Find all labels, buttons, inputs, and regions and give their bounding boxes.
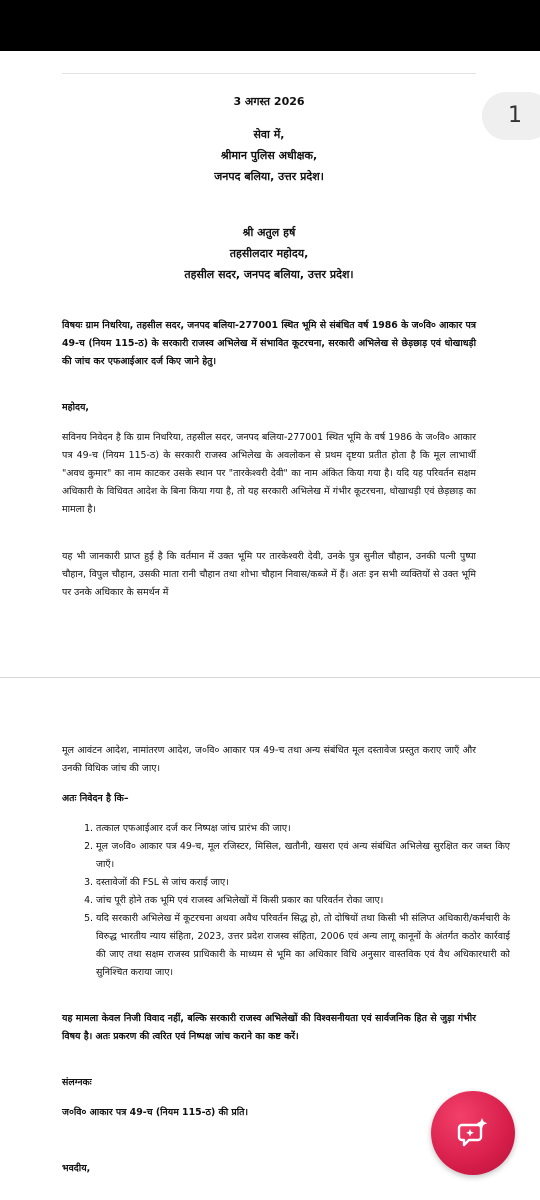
addressee-line-2: श्रीमान पुलिस अधीक्षक,	[220, 149, 318, 162]
closing-paragraph: यह मामला केवल निजी विवाद नहीं, बल्कि सरकारी राजस्व अभिलेखों की विश्वसनीयता एवं सार्वजनिक हित से जुड़ा गंभीर विषय है। अतः प्रकरण की त्वरित एवं निष्पक्ष जांच कराने का कष्ट करें।	[62, 1013, 476, 1042]
addressee-line-3: जनपद बलिया, उत्तर प्रदेश।	[214, 170, 324, 183]
ai-sparkle-chat-icon	[455, 1115, 491, 1151]
sender-line-1: श्री अतुल हर्ष	[242, 226, 296, 239]
request-list	[62, 820, 510, 982]
page-number-badge: 1	[482, 92, 540, 140]
list-item: 1. तत्काल एफआईआर दर्ज कर निष्पक्ष जांच प्रारंभ की जाए।	[96, 820, 510, 838]
sender-line-3: तहसील सदर, जनपद बलिया, उत्तर प्रदेश।	[184, 268, 354, 281]
document-page-1	[0, 51, 540, 677]
body-paragraph-3: मूल आवंटन आदेश, नामांतरण आदेश, ज०वि० आकार पत्र 49-च तथा अन्य संबंधित मूल दस्तावेज प्रस्तुत कराए जाएँ और उनकी विधिक जांच की जाए।	[62, 745, 476, 774]
enclosure-label: संलग्नकः	[62, 1077, 92, 1088]
letter-salutation: महोदय,	[62, 402, 89, 413]
addressee-line-1: सेवा में,	[253, 128, 285, 141]
request-heading: अतः निवेदन है कि–	[62, 793, 129, 804]
body-paragraph-2: यह भी जानकारी प्राप्त हुई है कि वर्तमान में उक्त भूमि पर तारकेश्वरी देवी, उनके पुत्र सुनील चौहान, उनकी पत्नी पुष्पा चौहान, विपुल चौहान, उसकी माता रानी चौहान तथा शोभा चौहान निवास/कब्जे में हैं। अतः इन सभी व्यक्तियों से उक्त भूमि पर उनके अधिकार के समर्थन में	[62, 551, 476, 598]
list-item: 2. मूल ज०वि० आकार पत्र 49-च, मूल रजिस्टर, मिसिल, खतौनी, खसरा एवं अन्य संबंधित अभिलेख सुरक्षित कर जब्त किए जाएँ।	[96, 838, 510, 874]
status-bar	[0, 0, 540, 51]
letter-subject: विषयः ग्राम निधरिया, तहसील सदर, जनपद बलिया-277001 स्थित भूमि से संबंधित वर्ष 1986 के ज०वि० आकार पत्र 49-च (नियम 115-ठ) के सरकारी राजस्व अभिलेख में संभावित कूटरचना, सरकारी अभिलेख से छेड़छाड़ एवं धोखाधड़ी की जांच कर एफआईआर दर्ज किए जाने हेतु।	[62, 320, 476, 367]
list-item: 4. जांच पूरी होने तक भूमि एवं राजस्व अभिलेखों में किसी प्रकार का परिवर्तन रोका जाए।	[96, 892, 510, 910]
ai-assistant-button[interactable]	[431, 1091, 515, 1175]
list-item: 5. यदि सरकारी अभिलेख में कूटरचना अथवा अवैध परिवर्तन सिद्ध हो, तो दोषियों तथा किसी भी संलिप्त अधिकारी/कर्मचारी के विरुद्ध भारतीय न्याय संहिता, 2023, उत्तर प्रदेश राजस्व संहिता, 2006 एवं अन्य लागू कानूनों के अंतर्गत कठोर कार्रवाई की जाए तथा सक्षम राजस्व प्राधिकारी के माध्यम से भूमि का अधिकार विधि अनुसार वास्तविक एवं वैध अधिकारधारी को सुनिश्चित कराया जाए।	[96, 910, 510, 982]
body-paragraph-1: सविनय निवेदन है कि ग्राम निधरिया, तहसील सदर, जनपद बलिया-277001 स्थित भूमि के वर्ष 1986 के ज०वि० आकार पत्र 49-च (नियम 115-ठ) के सरकारी राजस्व अभिलेख के अवलोकन से प्रथम दृष्टया प्रतीत होता है कि मूल लाभार्थी "अवध कुमार" का नाम काटकर उसके स्थान पर "तारकेश्वरी देवी" का नाम अंकित किया गया है। यदि यह परिवर्तन सक्षम अधिकारी के विधिवत आदेश के बिना किया गया है, तो यह सरकारी अभिलेख में गंभीर कूटरचना, धोखाधड़ी एवं छेड़छाड़ का मामला है।	[62, 432, 476, 515]
list-item: 3. दस्तावेजों की FSL से जांच कराई जाए।	[96, 874, 510, 892]
letter-date: 3 अगस्त 2026	[233, 95, 305, 108]
enclosure-text: ज०वि० आकार पत्र 49-च (नियम 115-ठ) की प्रति।	[62, 1107, 249, 1118]
letter-signoff: भवदीय,	[62, 1163, 91, 1174]
sender-line-2: तहसीलदार महोदय,	[229, 247, 309, 260]
page-top-rule	[62, 73, 476, 74]
